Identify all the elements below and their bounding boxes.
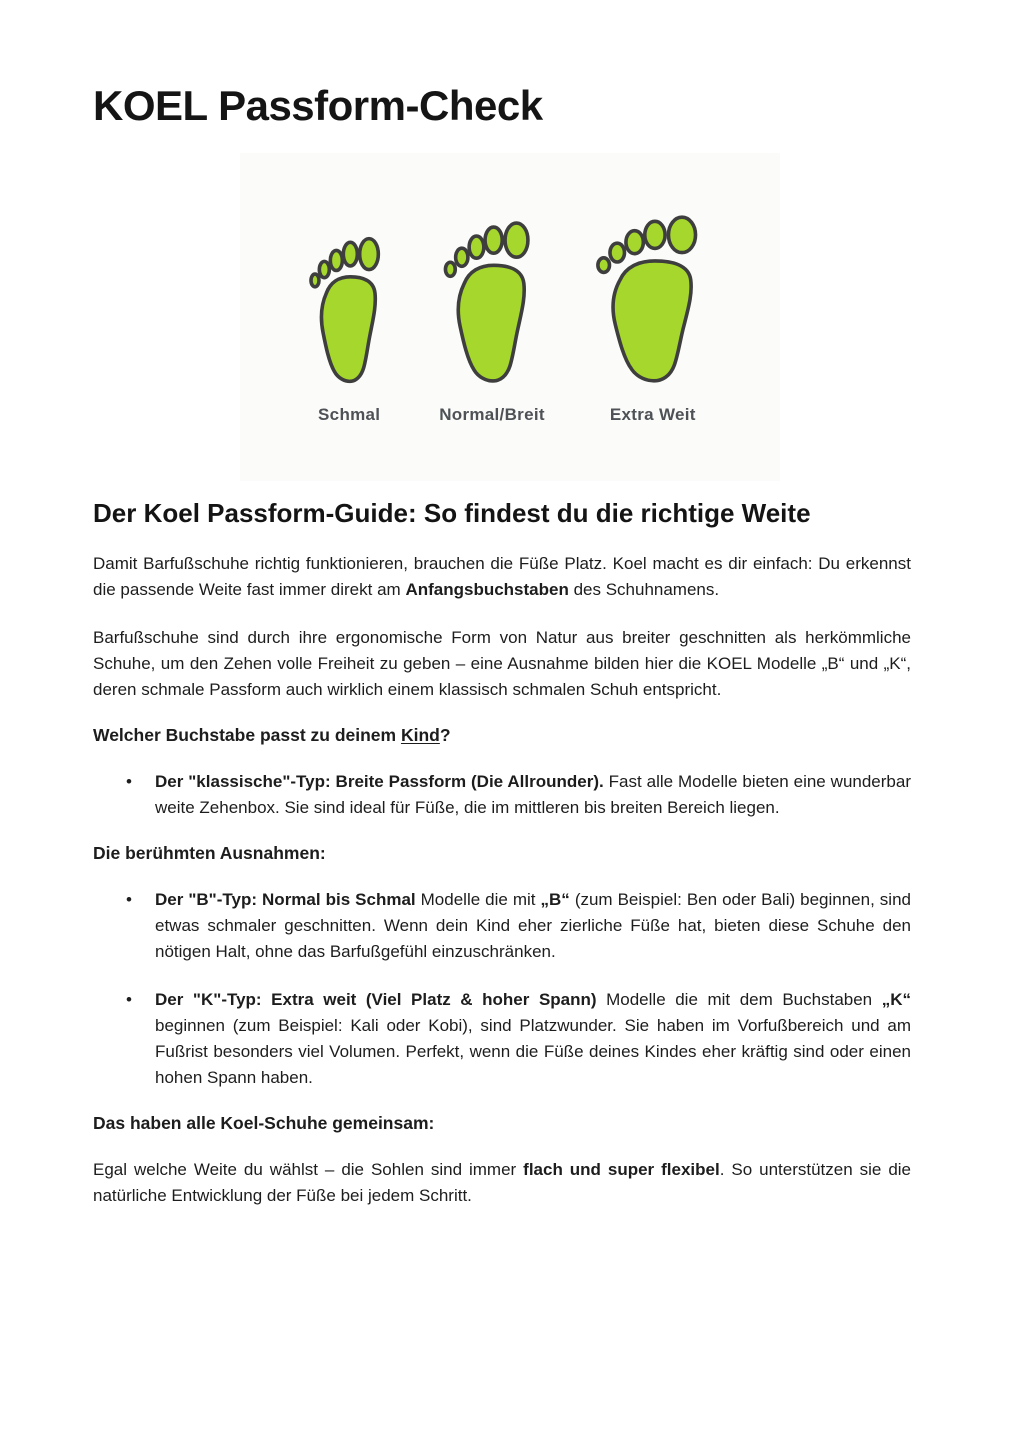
page-title: KOEL Passform-Check: [93, 82, 543, 129]
text-run: Modelle die mit: [415, 889, 541, 909]
text-run: . So unterstützen sie die natürliche Entwicklung der Füße bei jedem Schritt.: [93, 1159, 912, 1205]
ergonomie-paragraph: [93, 625, 911, 703]
footprint-normal-icon: [443, 219, 541, 385]
text-run: beginnen (zum Beispiel: Kali oder Kobi), sind Platzwunder. Sie haben im Vorfußbereich und am Fußrist besonders viel Volumen. Perfekt, wenn die Füße deines Kindes eher kräftig sind oder einen hohen Spann haben.: [155, 1015, 911, 1087]
sohlen-paragraph: [93, 1157, 911, 1209]
footprint-narrow-icon: [309, 235, 389, 385]
foot-option-schmal: [309, 235, 389, 425]
list-item-b-typ: [93, 887, 911, 965]
bold-run: flach und super flexibel: [523, 1159, 720, 1179]
foot-label-normal-breit: Normal/Breit: [439, 405, 545, 425]
text-run: ?: [439, 724, 451, 745]
text-run: Barfußschuhe sind durch ihre ergonomische Form von Natur aus breiter geschnitten als herkömmliche Schuhe, um den Zehen volle Freiheit zu geben – eine Ausnahme bilden hier die KOEL Modelle „B“ und „K“, deren schmale Passform auch wirklich einem klassisch schmalen Schuh entspricht.: [93, 627, 911, 699]
subheading-gemeinsam: Das haben alle Koel-Schuhe gemeinsam:: [93, 1112, 435, 1133]
foot-label-schmal: Schmal: [318, 405, 381, 425]
bold-run: Der "K"-Typ: Extra weit (Viel Platz & hoher Spann): [155, 989, 597, 1009]
text-run: Fast alle Modelle bieten eine wunderbar weite Zehenbox. Sie sind ideal für Füße, die im mittleren bis breiten Bereich liegen.: [155, 771, 911, 817]
list-item-k-typ: [93, 987, 911, 1091]
text-run: Modelle die mit dem Buchstaben: [596, 989, 882, 1009]
bold-run: „K“: [881, 989, 911, 1009]
underlined-run: Kind: [400, 724, 440, 745]
bold-run: Der "B"-Typ: Normal bis Schmal: [155, 889, 416, 909]
text-run: Damit Barfußschuhe richtig funktionieren, brauchen die Füße Platz. Koel macht es dir einfach: Du erkennst die passende Weite fast immer direkt am: [93, 553, 911, 599]
foot-width-figure: [240, 153, 780, 481]
bold-run: „B“: [540, 889, 570, 909]
footprint-extra-wide-icon: [595, 213, 711, 385]
foot-option-normal-breit: [439, 219, 545, 425]
list-item-klassisch-typ: [93, 769, 911, 821]
text-run: Welcher Buchstabe passt zu deinem: [93, 724, 401, 745]
subheading-welcher-buchstabe: [93, 723, 911, 747]
text-run: des Schuhnamens.: [568, 579, 720, 599]
text-run: (zum Beispiel: Ben oder Bali) beginnen, sind etwas schmaler geschnitten. Wenn dein Kind eher zierliche Füße hat, bieten diese Schuhe den nötigen Halt, ohne das Barfußgefühl einzuschränken.: [155, 889, 911, 961]
klassisch-list: [93, 769, 911, 821]
foot-option-extra-weit: [595, 213, 711, 425]
feet-row: [240, 213, 780, 425]
foot-label-extra-weit: Extra Weit: [609, 405, 696, 425]
text-run: Egal welche Weite du wählst – die Sohlen sind immer: [93, 1159, 524, 1179]
intro-paragraph: [93, 551, 911, 603]
subheading-ausnahmen: Die berühmten Ausnahmen:: [93, 842, 326, 863]
section-heading: Der Koel Passform-Guide: So findest du die richtige Weite: [93, 498, 811, 529]
ausnahmen-list: [93, 887, 911, 1091]
bold-run: Der "klassische"-Typ: Breite Passform (Die Allrounder).: [155, 771, 604, 791]
bold-run: Anfangsbuchstaben: [405, 579, 569, 599]
